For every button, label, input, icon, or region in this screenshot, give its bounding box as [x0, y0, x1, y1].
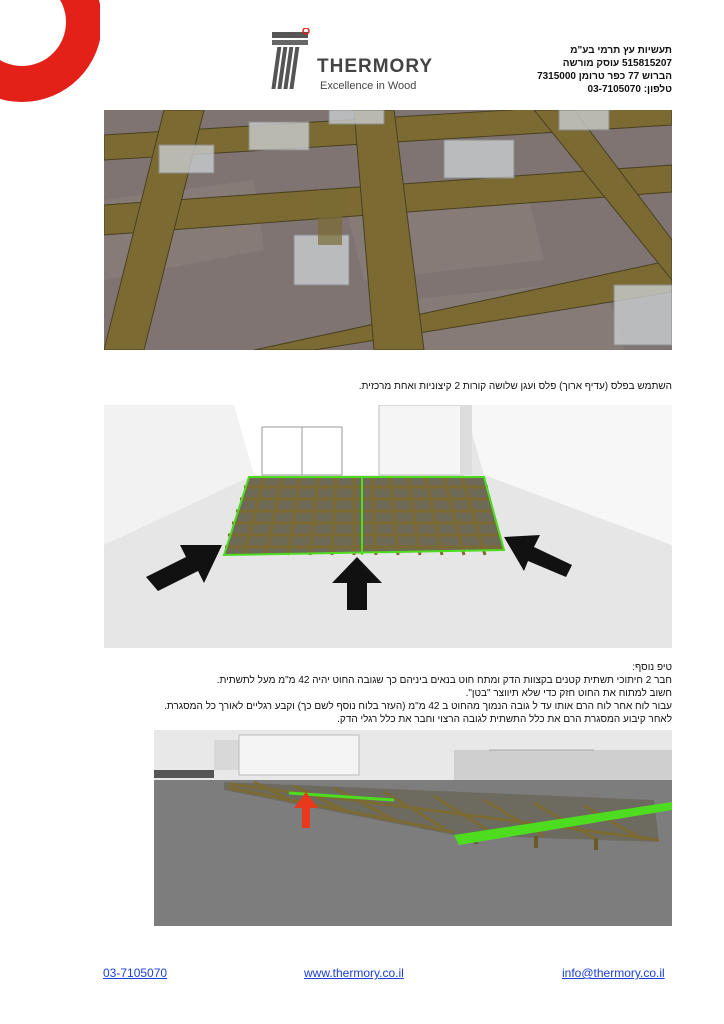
- brand-tagline: Excellence in Wood: [320, 80, 417, 92]
- tips-section: [112, 661, 672, 726]
- company-address: הברוש 77 כפר טרומן 7315000: [537, 71, 672, 82]
- caption-level-beams: השתמש בפלס (עדיף ארוך) פלס ועגן שלושה קורות 2 קיצוניות ואחת מרכזית.: [358, 381, 672, 392]
- footer-phone-link[interactable]: 03-7105070: [103, 966, 168, 980]
- tips-line-4: לאחר קיבוע המסגרת הרם את כלל התשתית לגובה הרצוי וחבר את כלל רגלי הדק.: [337, 714, 672, 725]
- tips-line-3: עבור לוח אחר לוח הרם אותו עד ל גובה הנמוך מהחוט ב 42 מ"מ (העזר בלוח נוסף לשם כך) וקבע רגליים לאורך כל המסגרת.: [164, 701, 672, 712]
- thermory-logo: [270, 28, 434, 98]
- substructure-render-image: [104, 110, 672, 350]
- company-phone: טלפון: 03-7105070: [587, 84, 672, 95]
- company-details: [432, 44, 672, 96]
- frame-arrows-image: [104, 405, 672, 648]
- tips-line-2: חשוב למתוח את החוט חזק כדי שלא תיווצר "בטן".: [465, 688, 672, 699]
- string-line-image: [154, 730, 672, 926]
- company-name: תעשיות עץ תרמי בע"מ: [570, 45, 672, 56]
- corner-decoration: [0, 0, 100, 110]
- thermory-logo-mark: [270, 28, 310, 90]
- company-registration: 515815207 עוסק מורשה: [562, 58, 672, 69]
- tips-line-1: חבר 2 חיתוכי תשתית קטנים בקצוות הדק ומתח חוט בנאים ביניהם כך שגובה החוט יהיה 42 מ"מ מעל לתשתית.: [216, 675, 672, 686]
- tips-title: טיפ נוסף:: [632, 662, 672, 673]
- footer-website-link[interactable]: www.thermory.co.il: [304, 966, 404, 980]
- brand-name: THERMORY: [317, 56, 434, 77]
- footer-email-link[interactable]: info@thermory.co.il: [562, 966, 665, 980]
